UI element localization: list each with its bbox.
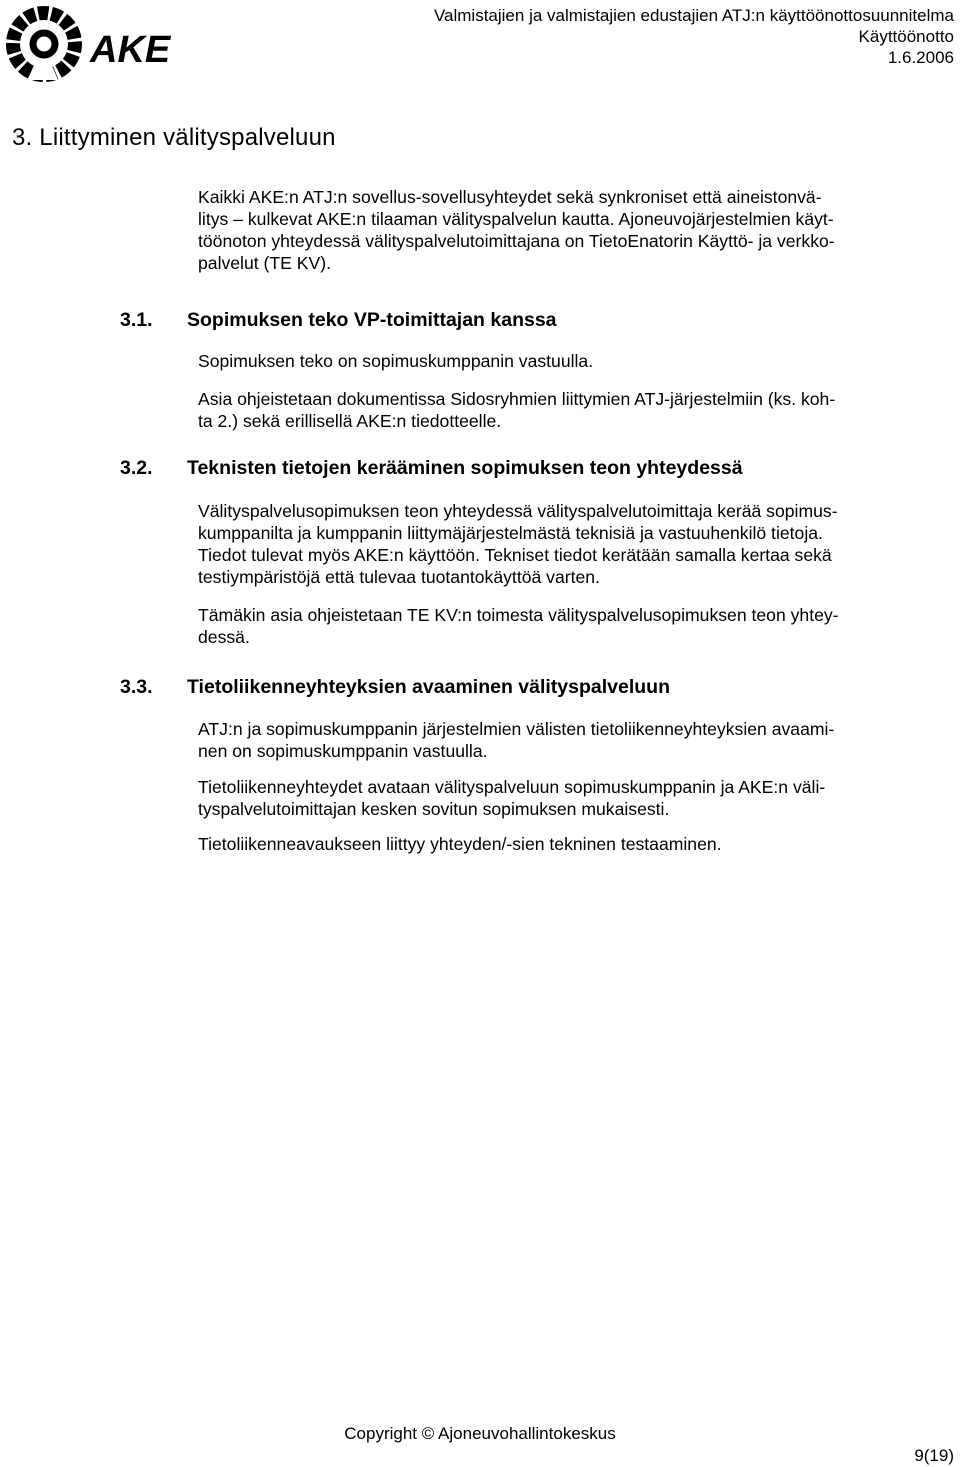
paragraph: [198, 604, 954, 648]
section-number: 3.3.: [120, 676, 153, 698]
paragraph: [198, 833, 954, 855]
text-line: nen on sopimuskumppanin vastuulla.: [198, 741, 488, 761]
paragraph: [198, 718, 954, 762]
text-line: Sopimuksen teko on sopimuskumppanin vastuulla.: [198, 351, 594, 371]
text-line: palvelut (TE KV).: [198, 253, 331, 273]
gauge-hub-icon: [33, 33, 55, 55]
text-line: ta 2.) sekä erillisellä AKE:n tiedotteelle.: [198, 411, 502, 431]
text-line: litys – kulkevat AKE:n tilaaman välityspalvelun kautta. Ajoneuvojärjestelmien käyt-: [198, 209, 834, 229]
footer-copyright: Copyright © Ajoneuvohallintokeskus: [344, 1424, 616, 1443]
chapter-title: 3. Liittyminen välityspalveluun: [12, 124, 336, 151]
section-title: Teknisten tietojen kerääminen sopimuksen teon yhteydessä: [187, 457, 743, 479]
paragraph: [198, 776, 954, 820]
section-title: Tietoliikenneyhteyksien avaaminen välityspalveluun: [187, 676, 671, 698]
text-line: Tämäkin asia ohjeistetaan TE KV:n toimesta välityspalvelusopimuksen teon yhtey-: [198, 605, 839, 625]
paragraph: [198, 500, 954, 588]
doc-date: 1.6.2006: [887, 48, 954, 67]
section-title: Sopimuksen teko VP-toimittajan kanssa: [187, 309, 557, 331]
text-line: Tietoliikenneavaukseen liittyy yhteyden/-sien tekninen testaaminen.: [198, 834, 722, 854]
page-header: [434, 5, 954, 68]
text-line: Välityspalvelusopimuksen teon yhteydessä välityspalvelutoimittaja kerää sopimus-: [198, 501, 838, 521]
section-number: 3.1.: [120, 309, 153, 331]
paragraph: [198, 350, 954, 372]
section-number: 3.2.: [120, 457, 153, 479]
logo-wordmark: AKE: [90, 29, 171, 71]
text-line: dessä.: [198, 627, 250, 647]
text-line: töönoton yhteydessä välityspalvelutoimittajana on TietoEnatorin Käyttö- ja verkko-: [198, 231, 835, 251]
text-line: tyspalvelutoimittajan kesken sovitun sopimuksen mukaisesti.: [198, 799, 670, 819]
doc-title: Valmistajien ja valmistajien edustajien ATJ:n käyttöönottosuunnitelma: [433, 6, 954, 25]
chapter-intro: [198, 186, 954, 274]
page-number: 9(19): [914, 1446, 954, 1465]
paragraph: [198, 388, 954, 432]
doc-section: Käyttöönotto: [858, 27, 954, 46]
text-line: ATJ:n ja sopimuskumppanin järjestelmien välisten tietoliikenneyhteyksien avaami-: [198, 719, 835, 739]
text-line: testiympäristöjä että tulevaa tuotantokäyttöä varten.: [198, 567, 600, 587]
text-line: Tietoliikenneyhteydet avataan välityspalveluun sopimuskumppanin ja AKE:n väli-: [198, 777, 826, 797]
text-line: Tiedot tulevat myös AKE:n käyttöön. Tekniset tiedot kerätään samalla kertaa sekä: [198, 545, 832, 565]
ake-logo: [2, 2, 214, 86]
text-line: Kaikki AKE:n ATJ:n sovellus-sovellusyhteydet sekä synkroniset että aineistonvä-: [198, 187, 822, 207]
text-line: Asia ohjeistetaan dokumentissa Sidosryhmien liittymien ATJ-järjestelmiin (ks. koh-: [198, 389, 836, 409]
text-line: kumppanilta ja kumppanin liittymäjärjestelmästä teknisiä ja vastuuhenkilö tietoja.: [198, 523, 823, 543]
ake-logo-icon: [2, 2, 214, 86]
